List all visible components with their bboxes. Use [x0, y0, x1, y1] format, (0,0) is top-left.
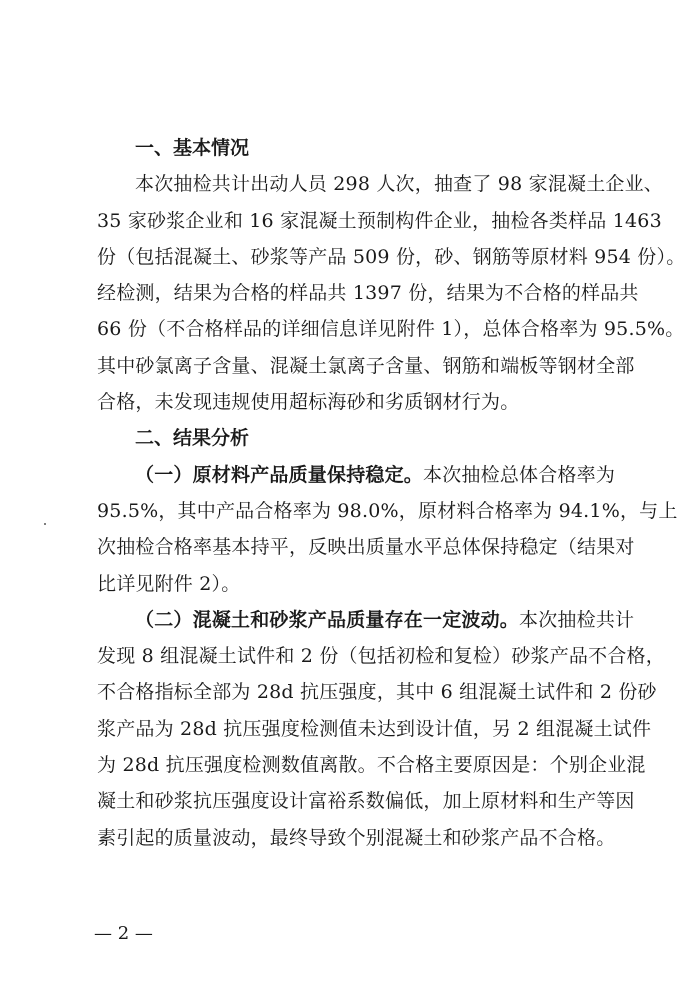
paragraph-line: 其中砂氯离子含量、混凝土氯离子含量、钢筋和端板等钢材全部 — [97, 354, 635, 377]
section-heading-basic-situation: 一、基本情况 — [135, 137, 250, 159]
page-number: — 2 — — [94, 923, 153, 944]
paragraph-line: 为 28d 抗压强度检测数值离散。不合格主要原因是：个别企业混 — [97, 754, 646, 777]
paragraph-line: 次抽检合格率基本持平，反映出质量水平总体保持稳定（结果对 — [97, 536, 635, 559]
paragraph-line: 浆产品为 28d 抗压强度检测值未达到设计值，另 2 组混凝土试件 — [97, 717, 652, 740]
paragraph-line: 不合格指标全部为 28d 抗压强度，其中 6 组混凝土试件和 2 份砂 — [97, 681, 657, 704]
paragraph-line: 素引起的质量波动，最终导致个别混凝土和砂浆产品不合格。 — [97, 826, 616, 849]
paragraph-line: 35 家砂浆企业和 16 家混凝土预制构件企业，抽检各类样品 1463 — [97, 209, 662, 232]
margin-mark — [44, 523, 46, 525]
subheading-concrete-mortar: （二）混凝土和砂浆产品质量存在一定波动。 — [135, 608, 520, 631]
section-heading-result-analysis: 二、结果分析 — [135, 427, 250, 450]
paragraph-line: 经检测，结果为合格的样品共 1397 份，结果为不合格的样品共 — [97, 282, 639, 305]
paragraph-line: 凝土和砂浆抗压强度设计富裕系数偏低，加上原材料和生产等因 — [97, 790, 635, 813]
paragraph-first-line — [97, 457, 631, 493]
paragraph-line: 95.5%，其中产品合格率为 98.0%，原材料合格率为 94.1%，与上 — [97, 499, 678, 522]
paragraph-line: 份（包括混凝土、砂浆等产品 509 份，砂、钢筋等原材料 954 份）。 — [97, 245, 686, 268]
paragraph-first-line — [97, 602, 635, 638]
paragraph-line: 合格，未发现违规使用超标海砂和劣质钢材行为。 — [97, 391, 520, 414]
subheading-raw-materials: （一）原材料产品质量保持稳定。 — [135, 463, 424, 486]
paragraph-text: 本次抽检总体合格率为 — [423, 463, 616, 486]
paragraph-line: 比详见附件 2）。 — [97, 572, 241, 595]
document-body — [97, 130, 686, 856]
paragraph-line: 本次抽检共计出动人员 298 人次，抽查了 98 家混凝土企业、 — [135, 173, 664, 196]
paragraph-line: 发现 8 组混凝土试件和 2 份（包括初检和复检）砂浆产品不合格， — [97, 645, 665, 668]
paragraph-line: 66 份（不合格样品的详细信息详见附件 1），总体合格率为 95.5%。 — [97, 318, 685, 341]
paragraph-text: 本次抽检共计 — [519, 608, 635, 631]
